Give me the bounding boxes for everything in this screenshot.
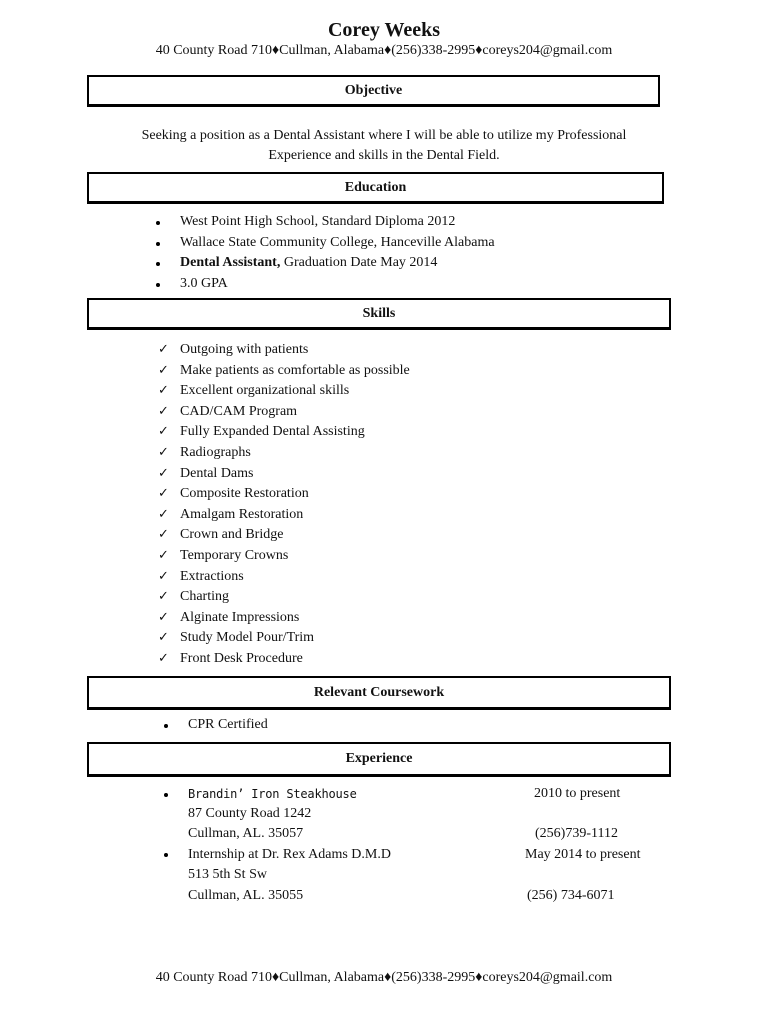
resume-name: Corey Weeks [327,19,441,41]
skills-heading: Skills [87,298,671,330]
objective-text: Seeking a position as a Dental Assistant where I will be able to utilize my Professional Experience and skills in the Dental Field. [141,128,627,163]
objective-heading: Objective [87,75,660,107]
employer-city: Cullman, AL. 35057 [188,826,304,841]
skill-item: ✓ Excellent organizational skills [180,381,410,402]
bullet-icon [164,793,168,797]
education-list [180,212,495,294]
checkmark-icon: ✓ [158,630,169,646]
checkmark-icon: ✓ [158,465,169,481]
bullet-icon [156,242,160,246]
skill-item: ✓ Make patients as comfortable as possible [180,361,410,382]
bullet-icon [164,724,168,728]
employer-phone: (256) 734-6071 [527,888,615,903]
employer-phone: (256)739-1112 [535,826,618,841]
skill-item: ✓ Alginate Impressions [180,608,410,629]
coursework-item: CPR Certified [188,715,268,736]
checkmark-icon: ✓ [158,444,169,460]
experience-heading: Experience [87,742,671,777]
skill-item: ✓ Temporary Crowns [180,546,410,567]
skill-item: ✓ Outgoing with patients [180,340,410,361]
checkmark-icon: ✓ [158,424,169,440]
checkmark-icon: ✓ [158,547,169,563]
skill-item: ✓ Extractions [180,567,410,588]
checkmark-icon: ✓ [158,568,169,584]
education-item: West Point High School, Standard Diploma 2012 [180,212,495,233]
skill-item: ✓ Fully Expanded Dental Assisting [180,422,410,443]
employment-dates: May 2014 to present [525,847,641,862]
checkmark-icon: ✓ [158,609,169,625]
checkmark-icon: ✓ [158,342,169,357]
checkmark-icon: ✓ [158,650,169,666]
employer-address: 87 County Road 1242 [188,806,312,821]
skill-item: ✓ Radiographs [180,443,410,464]
bullet-icon [156,262,160,266]
contact-info: 40 County Road 710♦Cullman, Alabama♦(256)338-2995♦coreys204@gmail.com [155,43,613,58]
checkmark-icon: ✓ [158,362,169,378]
skill-item: ✓ Composite Restoration [180,484,410,505]
checkmark-icon: ✓ [158,589,169,605]
skill-item: ✓ Study Model Pour/Trim [180,628,410,649]
education-heading: Education [87,172,664,204]
checkmark-icon: ✓ [158,506,169,522]
coursework-list [188,715,268,736]
employment-dates: 2010 to present [534,786,621,801]
checkmark-icon: ✓ [158,486,169,502]
skill-item: ✓ Front Desk Procedure [180,649,410,670]
skill-item: ✓ Crown and Bridge [180,525,410,546]
education-item: Wallace State Community College, Hanceville Alabama [180,233,495,254]
employer-name: Internship at Dr. Rex Adams D.M.D [188,847,391,862]
bullet-icon [156,283,160,287]
coursework-heading: Relevant Coursework [87,676,671,710]
education-item: 3.0 GPA [180,274,495,295]
skill-item: ✓ Amalgam Restoration [180,505,410,526]
bullet-icon [156,221,160,225]
employer-address: 513 5th St Sw [188,867,267,882]
checkmark-icon: ✓ [158,403,169,419]
bullet-icon [164,853,168,857]
employer-name: Brandin’ Iron Steakhouse [188,787,357,801]
skill-item: ✓ Dental Dams [180,464,410,485]
checkmark-icon: ✓ [158,383,169,399]
checkmark-icon: ✓ [158,527,169,543]
skill-item: ✓ CAD/CAM Program [180,402,410,423]
education-item: Dental Assistant, Graduation Date May 2014 [180,253,495,274]
footer-contact-info: 40 County Road 710♦Cullman, Alabama♦(256)338-2995♦coreys204@gmail.com [155,970,613,985]
employer-city: Cullman, AL. 35055 [188,888,304,903]
skill-item: ✓ Charting [180,587,410,608]
skills-list [158,340,410,670]
